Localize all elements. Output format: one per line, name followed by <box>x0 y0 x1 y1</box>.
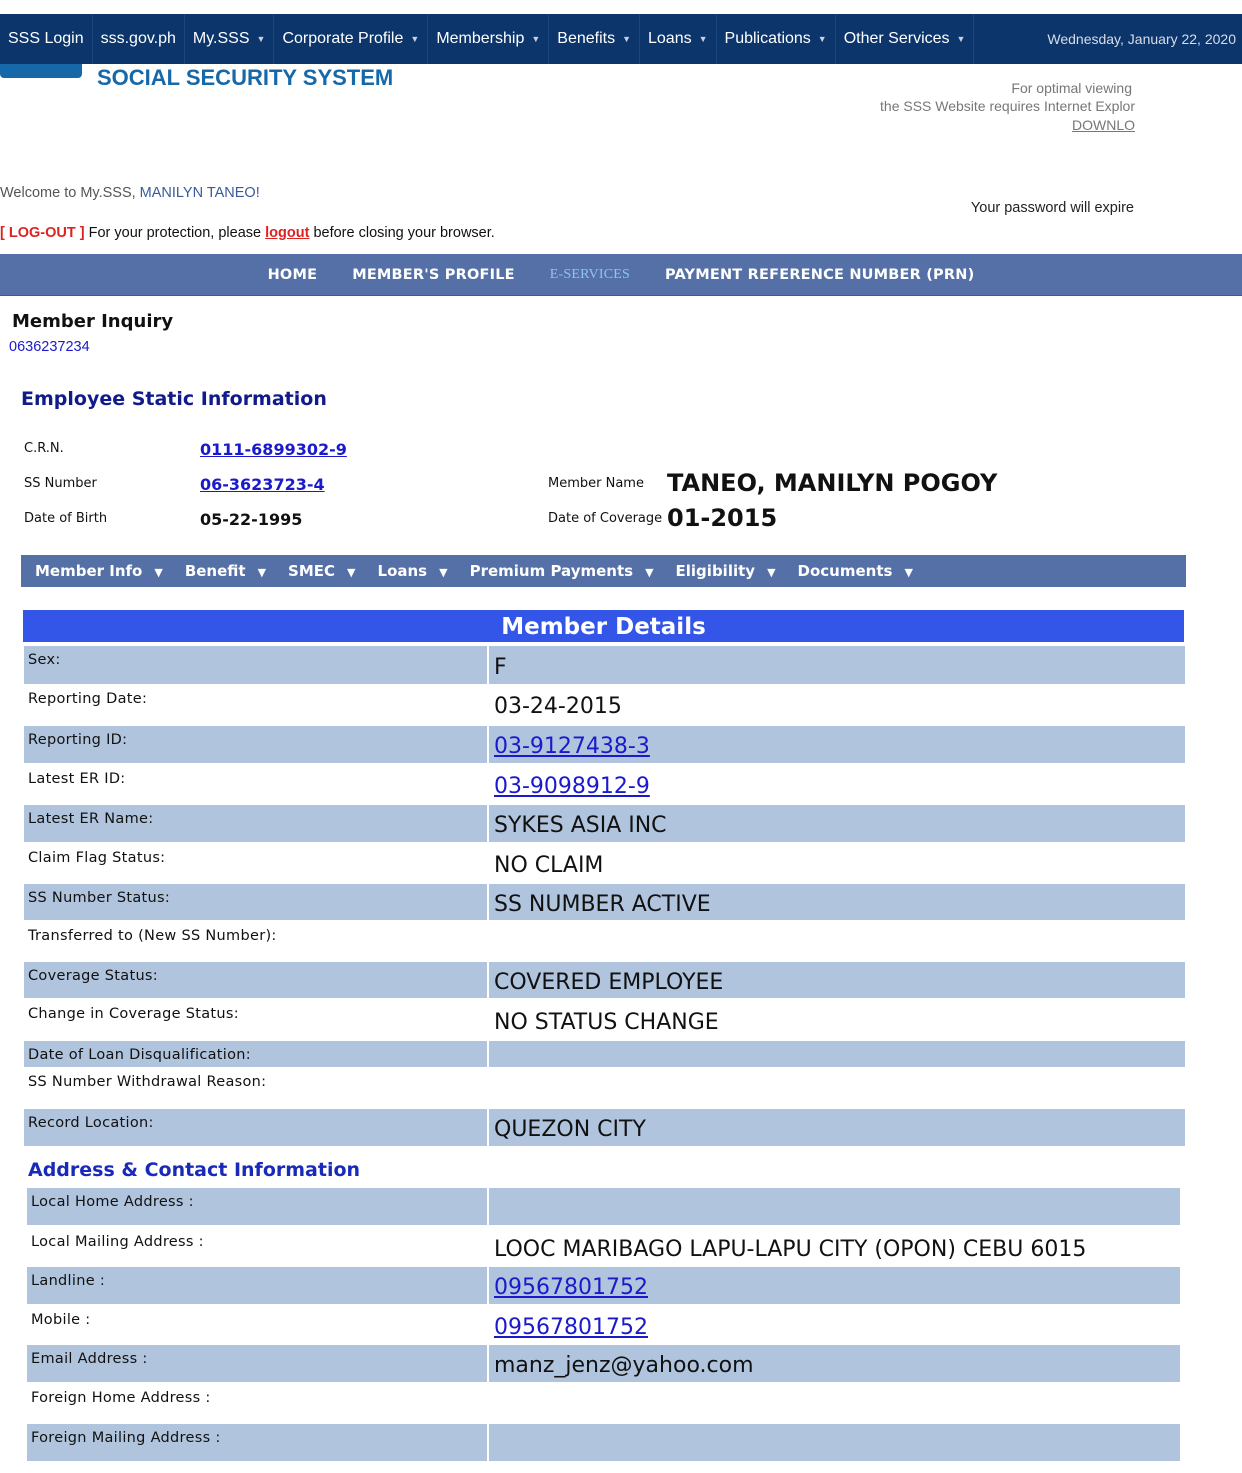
topnav-item[interactable] <box>836 14 975 64</box>
current-date: Wednesday, January 22, 2020 <box>1047 31 1236 47</box>
table-row <box>27 1267 1180 1304</box>
nav-members-profile[interactable]: MEMBER'S PROFILE <box>352 266 515 283</box>
top-navigation-bar <box>0 14 1242 64</box>
chevron-down-icon: ▼ <box>439 566 448 579</box>
welcome-prefix: Welcome to My.SSS, <box>0 185 140 201</box>
member-inquiry-menu <box>21 555 1186 587</box>
row-value[interactable]: 03-9098912-9 <box>494 773 650 799</box>
table-row <box>24 844 1185 882</box>
row-label: Sex: <box>24 646 487 684</box>
row-value <box>489 922 1185 960</box>
chevron-down-icon: ▼ <box>257 566 267 579</box>
table-row <box>27 1345 1180 1382</box>
submenu-label: Member Info <box>35 562 143 580</box>
row-value[interactable]: 09567801752 <box>494 1314 648 1340</box>
row-value: 03-24-2015 <box>494 694 622 719</box>
row-label: Email Address : <box>27 1345 487 1382</box>
submenu-label: Loans <box>377 562 428 580</box>
row-value[interactable]: 09567801752 <box>489 1267 1180 1304</box>
row-label: Foreign Mailing Address : <box>27 1424 487 1461</box>
table-row <box>27 1228 1180 1266</box>
row-label: Transferred to (New SS Number): <box>28 928 277 944</box>
crn-link[interactable]: 0111-6899302-9 <box>200 440 347 459</box>
protection-text-end: before closing your browser. <box>309 225 495 241</box>
topnav-label: Membership <box>436 30 525 47</box>
topnav-item[interactable] <box>640 14 717 64</box>
table-row <box>24 1109 1185 1146</box>
table-row <box>24 1068 1185 1108</box>
topnav-label: Corporate Profile <box>282 30 404 47</box>
page-title: Member Inquiry <box>12 311 174 332</box>
topnav-label: Publications <box>724 30 811 47</box>
topnav-item[interactable] <box>93 14 185 64</box>
submenu-label: Documents <box>797 562 893 580</box>
row-value: QUEZON CITY <box>489 1109 1185 1146</box>
submenu-item[interactable] <box>185 562 266 580</box>
protection-notice <box>0 225 495 241</box>
submenu-label: Premium Payments <box>469 562 634 580</box>
nav-prn[interactable]: PAYMENT REFERENCE NUMBER (PRN) <box>665 266 975 283</box>
topnav-item[interactable] <box>717 14 836 64</box>
chevron-down-icon: ▼ <box>956 34 966 44</box>
row-label: Claim Flag Status: <box>28 850 166 866</box>
nav-e-services[interactable]: E-SERVICES <box>549 266 630 282</box>
chevron-down-icon: ▼ <box>531 34 541 44</box>
chevron-down-icon: ▼ <box>622 34 631 44</box>
submenu-item[interactable] <box>288 562 355 580</box>
row-value: SYKES ASIA INC <box>489 805 1185 842</box>
chevron-down-icon: ▼ <box>767 566 776 579</box>
section-title-static: Employee Static Information <box>21 388 327 410</box>
row-label: Latest ER ID: <box>28 771 126 787</box>
table-row <box>24 646 1185 684</box>
row-value <box>489 1424 1180 1461</box>
topnav-label: SSS Login <box>8 30 84 47</box>
row-label: SS Number Withdrawal Reason: <box>28 1074 267 1090</box>
topnav-item[interactable] <box>428 14 549 64</box>
submenu-item[interactable] <box>35 562 163 580</box>
table-row <box>24 922 1185 960</box>
chevron-down-icon: ▼ <box>904 566 913 579</box>
logo-text: SOCIAL SECURITY SYSTEM <box>97 65 394 90</box>
table-row <box>24 765 1185 803</box>
download-link[interactable]: DOWNLO <box>1072 117 1135 133</box>
nav-home[interactable]: HOME <box>267 266 318 283</box>
logout-link[interactable]: logout <box>265 225 310 241</box>
dob-label: Date of Birth <box>24 511 108 526</box>
coverage-label: Date of Coverage <box>548 511 663 526</box>
row-label: Latest ER Name: <box>24 805 487 842</box>
table-row <box>24 962 1185 998</box>
topnav-item[interactable] <box>274 14 428 64</box>
table-row <box>24 1000 1185 1040</box>
row-label: Record Location: <box>24 1109 487 1146</box>
row-value: F <box>489 646 1185 684</box>
chevron-down-icon: ▼ <box>410 34 420 44</box>
table-row <box>27 1188 1180 1225</box>
submenu-label: Benefit <box>184 562 246 580</box>
coverage-date: 01-2015 <box>667 504 778 532</box>
table-row <box>24 1041 1185 1067</box>
submenu-item[interactable] <box>798 562 913 580</box>
chevron-down-icon: ▼ <box>817 34 827 44</box>
submenu-item[interactable] <box>470 562 654 580</box>
topnav-item[interactable] <box>0 14 93 64</box>
chevron-down-icon: ▼ <box>347 566 356 579</box>
crn-label: C.R.N. <box>24 441 64 456</box>
topnav-label: Other Services <box>843 30 950 47</box>
row-value: LOOC MARIBAGO LAPU-LAPU CITY (OPON) CEBU 6015 <box>494 1236 1087 1262</box>
chevron-down-icon: ▼ <box>645 566 654 579</box>
row-label: SS Number Status: <box>24 884 487 920</box>
submenu-label: Eligibility <box>675 562 756 580</box>
ss-number-link[interactable]: 06-3623723-4 <box>200 475 325 494</box>
row-value <box>489 1188 1180 1225</box>
row-value <box>489 1384 1180 1422</box>
protection-text: For your protection, please <box>84 225 266 241</box>
topnav-label: My.SSS <box>192 30 250 47</box>
table-row <box>27 1424 1180 1461</box>
row-value: COVERED EMPLOYEE <box>489 962 1185 998</box>
section-title-address: Address & Contact Information <box>28 1159 361 1181</box>
row-label: Mobile : <box>31 1312 91 1328</box>
notice-line1: For optimal viewing <box>1011 80 1132 96</box>
table-row <box>24 884 1185 920</box>
topnav-label: Benefits <box>557 30 616 47</box>
row-label: Date of Loan Disqualification: <box>24 1041 487 1067</box>
main-navigation <box>0 254 1242 296</box>
row-label: Local Home Address : <box>27 1188 487 1225</box>
row-value: manz_jenz@yahoo.com <box>489 1345 1180 1382</box>
row-value: NO CLAIM <box>494 852 604 878</box>
row-value: NO STATUS CHANGE <box>494 1009 719 1035</box>
topnav-label: Loans <box>648 30 692 47</box>
inquiry-number: 0636237234 <box>9 339 90 355</box>
member-name-label: Member Name <box>548 476 644 491</box>
row-value <box>489 1041 1185 1067</box>
member-details-header: Member Details <box>23 610 1184 642</box>
chevron-down-icon: ▼ <box>154 566 163 579</box>
ss-number-label: SS Number <box>24 476 97 491</box>
row-label: Foreign Home Address : <box>31 1390 211 1406</box>
submenu-label: SMEC <box>288 562 336 580</box>
table-row <box>27 1384 1180 1422</box>
row-label: Reporting Date: <box>28 691 148 707</box>
topnav-item[interactable] <box>549 14 640 64</box>
password-expiry: Your password will expire <box>970 200 1134 216</box>
row-value[interactable]: 03-9127438-3 <box>489 726 1185 763</box>
row-value <box>489 1068 1185 1108</box>
welcome-text <box>0 185 260 201</box>
dob-value: 05-22-1995 <box>200 510 303 529</box>
sss-logo <box>0 64 82 78</box>
submenu-item[interactable] <box>676 562 776 580</box>
notice-line2: the SSS Website requires Internet Explor <box>880 98 1135 114</box>
row-label: Local Mailing Address : <box>31 1234 204 1250</box>
table-row <box>24 685 1185 724</box>
chevron-down-icon: ▼ <box>256 34 266 44</box>
row-value: SS NUMBER ACTIVE <box>489 884 1185 920</box>
table-row <box>24 805 1185 842</box>
topnav-label: sss.gov.ph <box>100 30 176 47</box>
user-name: MANILYN TANEO! <box>139 185 260 201</box>
topnav-item[interactable] <box>185 14 275 64</box>
row-label: Coverage Status: <box>24 962 487 998</box>
row-label: Landline : <box>27 1267 487 1304</box>
member-name: TANEO, MANILYN POGOY <box>667 469 998 497</box>
table-row <box>27 1306 1180 1344</box>
table-row <box>24 726 1185 763</box>
logout-button[interactable]: [ LOG-OUT ] <box>0 225 85 241</box>
row-label: Reporting ID: <box>24 726 487 763</box>
submenu-item[interactable] <box>378 562 448 580</box>
chevron-down-icon: ▼ <box>698 34 708 44</box>
row-label: Change in Coverage Status: <box>28 1006 239 1022</box>
